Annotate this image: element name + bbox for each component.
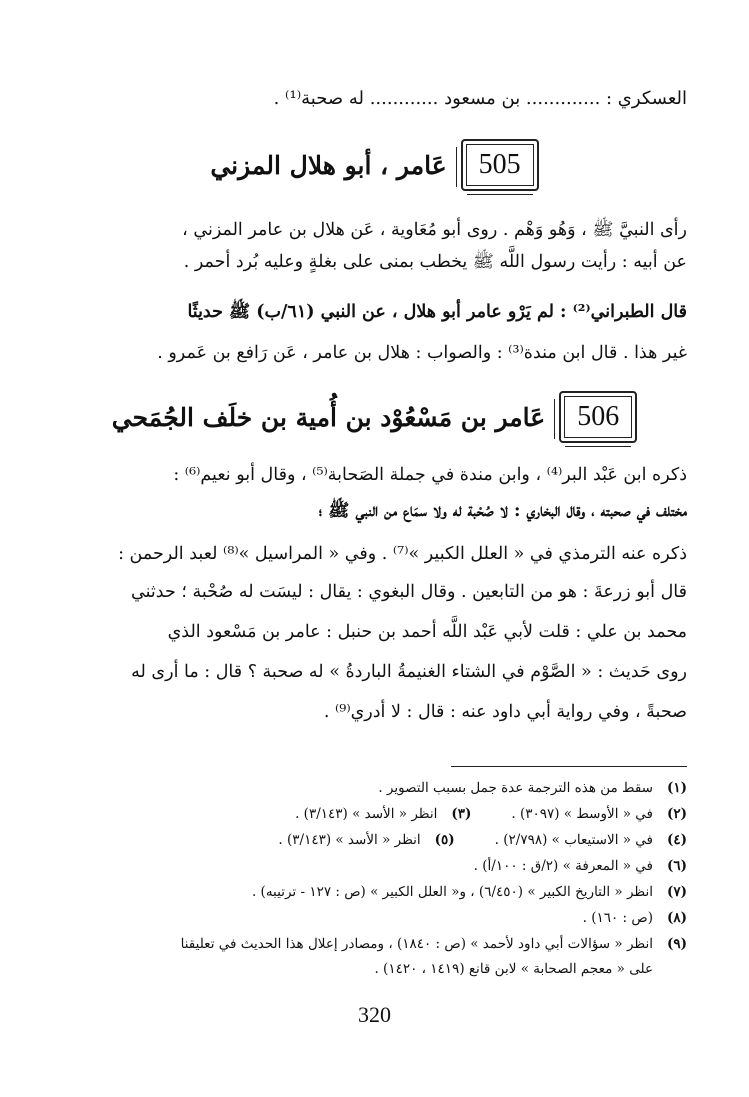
- footnote-number: (٣): [451, 806, 472, 822]
- footnote-text: انظر « سؤالات أبي داود لأحمد » (ص : ١٨٤٠) ، ومصادر إعلال هذا الحديث في تعليقنا: [180, 936, 653, 952]
- footnote-7: [61, 881, 687, 903]
- footnote-number: (٩): [666, 936, 687, 952]
- entry-number: 505: [478, 149, 521, 180]
- footnote-number: (٧): [666, 884, 687, 900]
- footnote-text: في « المعرفة » (٢/ق : ١٠٠/أ) .: [473, 858, 653, 874]
- footnote-text: انظر « الأسد » (٣/١٤٣) .: [295, 806, 438, 822]
- footnote-rule: [451, 766, 687, 767]
- footnote-text: في « الاستيعاب » (٢/٧٩٨) .: [494, 832, 653, 848]
- footnote-number: (٨): [666, 910, 687, 926]
- entry-number-box: [559, 391, 637, 443]
- entry-505-line-3-text: قال الطبراني⁽²⁾ : لم يَرْو عامر أبو هلال ، عن النبي (٦١/ب) ﷺ حديثًا: [187, 302, 687, 322]
- footnote-1: [61, 777, 687, 799]
- entry-506-line-5: محمد بن علي : قلت لأبي عَبْد اللَّه أحمد بن حنبل : عامر بن مَسْعود الذي: [167, 622, 687, 642]
- footnote-text: على « معجم الصحابة » لابن قانع (١٤١٩ ، ١٤٢٠) .: [374, 961, 653, 977]
- entry-505-line-1: رأى النبيَّ ﷺ ، وَهُو وَهْم . روى أبو مُعَاوية ، عَن هلال بن عامر المزني ،: [182, 220, 687, 240]
- entry-506-line-6: روى حَديث : « الصَّوْم في الشتاء الغنيمةُ الباردةُ » له صحبة ؟ قال : ما أرى له: [131, 662, 687, 682]
- entry-506-line-7: صحبةً ، وفي رواية أبي داود عنه : قال : لا أدري⁽⁹⁾ .: [323, 702, 687, 722]
- entry-506-heading: [40, 388, 709, 446]
- footnote-number: (٢): [666, 806, 687, 822]
- footnote-number: (٥): [434, 832, 455, 848]
- entry-505-line-4: غير هذا . قال ابن مندة⁽³⁾ : والصواب : هلال بن عامر ، عَن رَافع بن عَمرو .: [157, 343, 687, 363]
- entry-505-heading: [40, 136, 709, 194]
- footnote-text: في « الأوسط » (٣٠٩٧) .: [511, 806, 653, 822]
- footnote-number: (٤): [666, 832, 687, 848]
- entry-505-line-2: عن أبيه : رأيت رسول اللَّه ﷺ يخطب بمنى على بغلةٍ وعليه بُرد أحمر .: [183, 252, 687, 272]
- continued-text: العسكري : ............. بن مسعود ............ له صحبة⁽¹⁾ .: [273, 88, 687, 109]
- entry-title: عَامر بن مَسْعُوْد بن أُمية بن خلَف الجُمَحي: [111, 402, 546, 432]
- footnote-9: [61, 933, 687, 955]
- page-number: 320: [358, 1002, 391, 1027]
- footnote-2-3: [61, 803, 687, 825]
- footnote-text: انظر « التاريخ الكبير » (٦/٤٥٠) ، و« العلل الكبير » (ص : ١٢٧ - ترتيبه) .: [251, 884, 653, 900]
- footnote-6: [61, 855, 687, 877]
- entry-505-line-3: [61, 300, 687, 324]
- entry-number: 506: [577, 401, 620, 432]
- footnote-text: (ص : ١٦٠) .: [582, 910, 653, 926]
- footnote-text: انظر « الأسد » (٣/١٤٣) .: [278, 832, 421, 848]
- footnote-text: سقط من هذه الترجمة عدة جمل بسبب التصوير .: [378, 780, 653, 796]
- entry-number-box: [461, 139, 539, 191]
- entry-506-line-2-text: مختلف في صحبته ، وقال البخاري : لا صُحْبة له ولا سمَاع من النبي ﷺ ؛: [318, 501, 687, 521]
- footnote-number: (٦): [666, 858, 687, 874]
- footnote-9-continued: [27, 958, 687, 980]
- footnote-number: (١): [666, 780, 687, 796]
- entry-506-line-2: [61, 499, 687, 523]
- entry-506-line-3: ذكره عنه الترمذي في « العلل الكبير »⁽⁷⁾ . وفي « المراسيل »⁽⁸⁾ لعبد الرحمن :: [118, 544, 687, 564]
- entry-title: عَامر ، أبو هلال المزني: [210, 150, 447, 180]
- entry-506-line-1: ذكره ابن عَبْد البر⁽⁴⁾ ، وابن مندة في جملة الصَحابة⁽⁵⁾ ، وقال أبو نعيم⁽⁶⁾ :: [173, 465, 687, 485]
- footnote-4-5: [61, 829, 687, 851]
- footnote-8: [61, 907, 687, 929]
- entry-506-line-4: قال أبو زرعةَ : هو من التابعين . وقال البغوي : يقال : ليسَت له صُحْبة ؛ حدثني: [131, 582, 687, 602]
